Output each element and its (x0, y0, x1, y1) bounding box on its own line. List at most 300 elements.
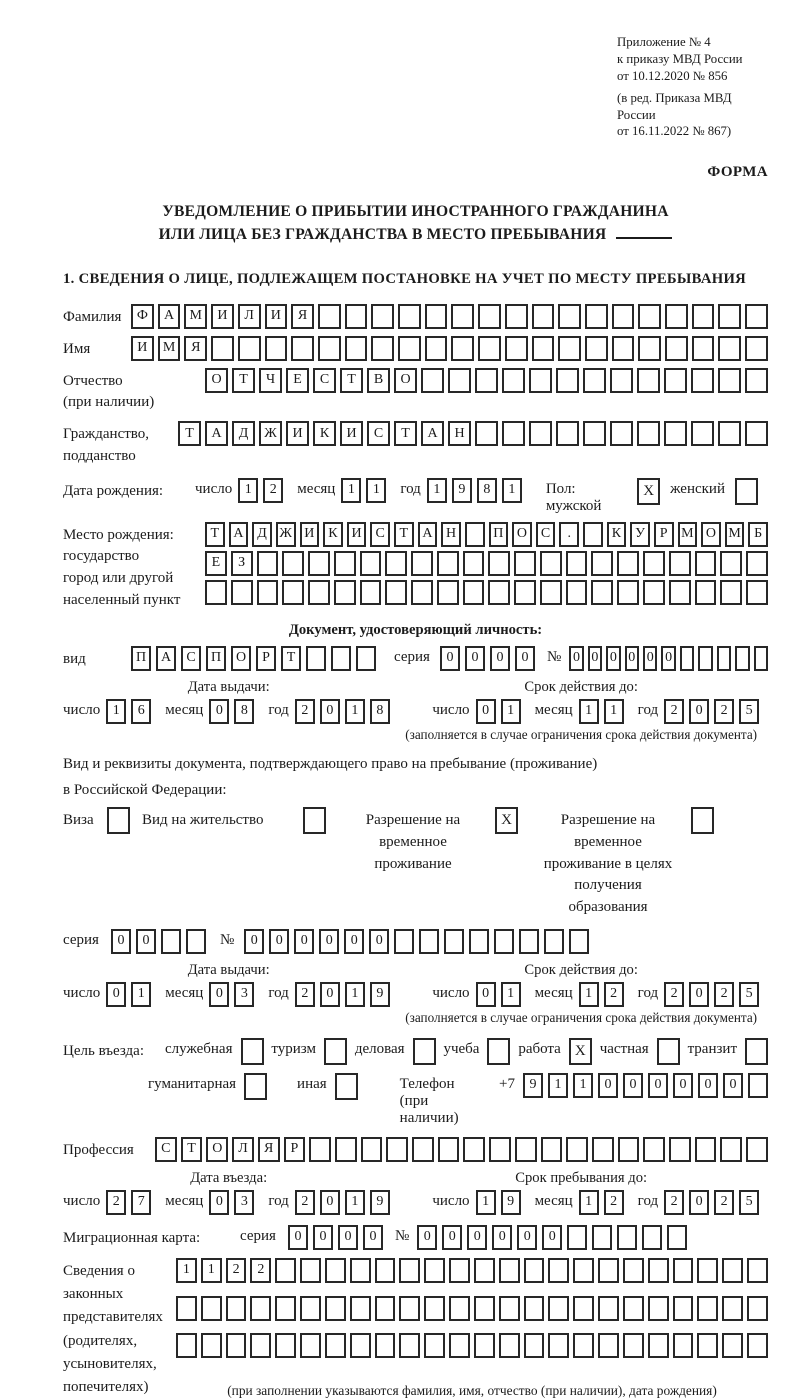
date-cell[interactable]: 1 (502, 478, 522, 503)
char-cell[interactable] (669, 1137, 691, 1162)
char-cell[interactable]: П (489, 522, 509, 547)
char-cell[interactable] (499, 1296, 520, 1321)
char-cell[interactable] (667, 1225, 687, 1250)
char-cell[interactable]: М (158, 336, 181, 361)
date-cell[interactable]: 2 (295, 982, 315, 1007)
char-cell[interactable] (541, 1137, 563, 1162)
sex-female-checkbox[interactable] (735, 478, 758, 505)
char-cell[interactable]: А (421, 421, 444, 446)
char-cell[interactable] (505, 336, 528, 361)
char-cell[interactable] (205, 580, 227, 605)
char-cell[interactable] (665, 304, 688, 329)
char-cell[interactable] (524, 1296, 545, 1321)
date-cell[interactable]: 0 (320, 1190, 340, 1215)
char-cell[interactable]: 0 (598, 1073, 618, 1098)
char-cell[interactable]: Т (394, 522, 414, 547)
char-cell[interactable] (623, 1258, 644, 1283)
char-cell[interactable] (532, 336, 555, 361)
char-cell[interactable]: Я (291, 304, 314, 329)
char-cell[interactable] (309, 1137, 331, 1162)
date-cell[interactable]: 0 (689, 1190, 709, 1215)
char-cell[interactable]: 2 (250, 1258, 271, 1283)
char-cell[interactable]: Н (441, 522, 461, 547)
char-cell[interactable] (399, 1296, 420, 1321)
char-cell[interactable]: С (181, 646, 201, 671)
date-cell[interactable]: 1 (238, 478, 258, 503)
char-cell[interactable] (514, 580, 536, 605)
char-cell[interactable]: К (607, 522, 627, 547)
char-cell[interactable] (617, 551, 639, 576)
char-cell[interactable] (695, 551, 717, 576)
char-cell[interactable]: И (211, 304, 234, 329)
char-cell[interactable]: В (367, 368, 390, 393)
title-blank-underline[interactable] (616, 225, 672, 239)
char-cell[interactable]: Р (654, 522, 674, 547)
char-cell[interactable] (438, 1137, 460, 1162)
char-cell[interactable] (465, 522, 485, 547)
char-cell[interactable] (345, 304, 368, 329)
char-cell[interactable] (691, 421, 714, 446)
date-cell[interactable]: 2 (714, 982, 734, 1007)
char-cell[interactable] (424, 1333, 445, 1358)
char-cell[interactable]: А (418, 522, 438, 547)
char-cell[interactable] (747, 1296, 768, 1321)
char-cell[interactable]: 0 (648, 1073, 668, 1098)
char-cell[interactable] (489, 1137, 511, 1162)
char-cell[interactable]: Ф (131, 304, 154, 329)
option-temp-residence-checkbox[interactable]: X (495, 807, 518, 834)
char-cell[interactable]: О (394, 368, 417, 393)
date-cell[interactable]: 0 (476, 699, 496, 724)
char-cell[interactable] (591, 580, 613, 605)
char-cell[interactable]: Т (232, 368, 255, 393)
char-cell[interactable] (350, 1333, 371, 1358)
char-cell[interactable] (718, 421, 741, 446)
char-cell[interactable]: С (536, 522, 556, 547)
char-cell[interactable] (745, 421, 768, 446)
date-cell[interactable]: 1 (345, 1190, 365, 1215)
char-cell[interactable]: И (131, 336, 154, 361)
char-cell[interactable]: А (205, 421, 228, 446)
char-cell[interactable] (449, 1333, 470, 1358)
char-cell[interactable] (375, 1296, 396, 1321)
char-cell[interactable] (265, 336, 288, 361)
date-cell[interactable]: 1 (106, 699, 126, 724)
char-cell[interactable] (623, 1333, 644, 1358)
char-cell[interactable] (300, 1258, 321, 1283)
char-cell[interactable] (334, 580, 356, 605)
char-cell[interactable] (385, 580, 407, 605)
char-cell[interactable]: 0 (369, 929, 389, 954)
char-cell[interactable] (623, 1296, 644, 1321)
char-cell[interactable] (567, 1225, 587, 1250)
char-cell[interactable]: О (701, 522, 721, 547)
char-cell[interactable] (540, 580, 562, 605)
char-cell[interactable] (585, 304, 608, 329)
char-cell[interactable] (505, 304, 528, 329)
date-cell[interactable]: 0 (209, 699, 229, 724)
char-cell[interactable]: Т (205, 522, 225, 547)
char-cell[interactable] (673, 1258, 694, 1283)
char-cell[interactable]: Е (286, 368, 309, 393)
char-cell[interactable] (718, 336, 741, 361)
char-cell[interactable] (617, 580, 639, 605)
char-cell[interactable] (226, 1333, 247, 1358)
char-cell[interactable] (176, 1296, 197, 1321)
char-cell[interactable] (612, 336, 635, 361)
char-cell[interactable] (519, 929, 539, 954)
char-cell[interactable] (558, 336, 581, 361)
char-cell[interactable]: 0 (363, 1225, 383, 1250)
char-cell[interactable] (722, 1258, 743, 1283)
date-cell[interactable]: 2 (106, 1190, 126, 1215)
char-cell[interactable]: О (206, 1137, 228, 1162)
char-cell[interactable] (610, 421, 633, 446)
char-cell[interactable] (419, 929, 439, 954)
char-cell[interactable] (529, 421, 552, 446)
char-cell[interactable] (720, 1137, 742, 1162)
char-cell[interactable] (745, 336, 768, 361)
char-cell[interactable]: Я (184, 336, 207, 361)
char-cell[interactable]: Д (252, 522, 272, 547)
char-cell[interactable] (566, 1137, 588, 1162)
char-cell[interactable] (394, 929, 414, 954)
char-cell[interactable] (318, 336, 341, 361)
char-cell[interactable] (695, 580, 717, 605)
date-cell[interactable]: 1 (579, 982, 599, 1007)
char-cell[interactable] (548, 1296, 569, 1321)
char-cell[interactable]: С (370, 522, 390, 547)
char-cell[interactable]: И (265, 304, 288, 329)
char-cell[interactable]: 0 (517, 1225, 537, 1250)
char-cell[interactable] (698, 646, 712, 671)
char-cell[interactable] (437, 551, 459, 576)
char-cell[interactable] (745, 368, 768, 393)
char-cell[interactable] (474, 1296, 495, 1321)
char-cell[interactable]: Е (205, 551, 227, 576)
char-cell[interactable]: 0 (698, 1073, 718, 1098)
char-cell[interactable] (308, 551, 330, 576)
char-cell[interactable]: С (367, 421, 390, 446)
date-cell[interactable]: 0 (106, 982, 126, 1007)
char-cell[interactable]: 0 (661, 646, 675, 671)
char-cell[interactable] (524, 1333, 545, 1358)
char-cell[interactable] (300, 1333, 321, 1358)
char-cell[interactable] (318, 304, 341, 329)
char-cell[interactable]: М (678, 522, 698, 547)
char-cell[interactable]: Л (238, 304, 261, 329)
char-cell[interactable]: А (156, 646, 176, 671)
date-cell[interactable]: 2 (295, 1190, 315, 1215)
char-cell[interactable] (648, 1258, 669, 1283)
date-cell[interactable]: 2 (263, 478, 283, 503)
char-cell[interactable] (514, 551, 536, 576)
char-cell[interactable] (257, 580, 279, 605)
char-cell[interactable] (282, 551, 304, 576)
char-cell[interactable] (680, 646, 694, 671)
checkbox[interactable] (244, 1073, 267, 1100)
char-cell[interactable] (691, 368, 714, 393)
char-cell[interactable] (556, 421, 579, 446)
char-cell[interactable] (558, 304, 581, 329)
char-cell[interactable] (386, 1137, 408, 1162)
date-cell[interactable]: 1 (341, 478, 361, 503)
date-cell[interactable]: 1 (501, 699, 521, 724)
char-cell[interactable]: . (559, 522, 579, 547)
char-cell[interactable] (325, 1258, 346, 1283)
char-cell[interactable] (746, 1137, 768, 1162)
char-cell[interactable]: 0 (417, 1225, 437, 1250)
char-cell[interactable] (335, 1137, 357, 1162)
char-cell[interactable] (424, 1296, 445, 1321)
date-cell[interactable]: 8 (477, 478, 497, 503)
date-cell[interactable]: 1 (131, 982, 151, 1007)
date-cell[interactable]: 3 (234, 1190, 254, 1215)
date-cell[interactable]: 9 (370, 982, 390, 1007)
char-cell[interactable]: Б (748, 522, 768, 547)
char-cell[interactable] (411, 551, 433, 576)
char-cell[interactable] (412, 1137, 434, 1162)
char-cell[interactable]: М (725, 522, 745, 547)
char-cell[interactable] (648, 1296, 669, 1321)
char-cell[interactable] (399, 1258, 420, 1283)
char-cell[interactable]: 0 (288, 1225, 308, 1250)
char-cell[interactable] (398, 304, 421, 329)
char-cell[interactable] (697, 1333, 718, 1358)
date-cell[interactable]: 1 (579, 699, 599, 724)
char-cell[interactable] (718, 368, 741, 393)
char-cell[interactable]: 2 (226, 1258, 247, 1283)
char-cell[interactable]: Ж (276, 522, 296, 547)
char-cell[interactable]: 1 (573, 1073, 593, 1098)
char-cell[interactable]: 0 (465, 646, 485, 671)
date-cell[interactable]: 6 (131, 699, 151, 724)
char-cell[interactable] (475, 368, 498, 393)
char-cell[interactable]: Т (281, 646, 301, 671)
char-cell[interactable] (275, 1333, 296, 1358)
char-cell[interactable]: М (184, 304, 207, 329)
char-cell[interactable]: А (229, 522, 249, 547)
date-cell[interactable]: 9 (452, 478, 472, 503)
char-cell[interactable] (350, 1296, 371, 1321)
char-cell[interactable] (532, 304, 555, 329)
char-cell[interactable] (720, 580, 742, 605)
char-cell[interactable] (612, 304, 635, 329)
char-cell[interactable] (637, 421, 660, 446)
char-cell[interactable]: П (206, 646, 226, 671)
char-cell[interactable]: Л (232, 1137, 254, 1162)
char-cell[interactable]: П (131, 646, 151, 671)
date-cell[interactable]: 1 (366, 478, 386, 503)
char-cell[interactable]: С (313, 368, 336, 393)
char-cell[interactable]: У (630, 522, 650, 547)
char-cell[interactable] (463, 580, 485, 605)
date-cell[interactable]: 0 (320, 982, 340, 1007)
char-cell[interactable] (399, 1333, 420, 1358)
char-cell[interactable]: 0 (442, 1225, 462, 1250)
char-cell[interactable] (502, 421, 525, 446)
checkbox[interactable] (241, 1038, 264, 1065)
char-cell[interactable] (748, 1073, 768, 1098)
char-cell[interactable]: 0 (643, 646, 657, 671)
char-cell[interactable]: 1 (201, 1258, 222, 1283)
char-cell[interactable] (475, 421, 498, 446)
char-cell[interactable] (201, 1333, 222, 1358)
char-cell[interactable]: Р (284, 1137, 306, 1162)
char-cell[interactable] (478, 304, 501, 329)
char-cell[interactable]: 0 (338, 1225, 358, 1250)
char-cell[interactable] (648, 1333, 669, 1358)
char-cell[interactable] (592, 1137, 614, 1162)
char-cell[interactable] (643, 551, 665, 576)
option-temp-residence-education-checkbox[interactable] (691, 807, 714, 834)
char-cell[interactable]: 0 (490, 646, 510, 671)
char-cell[interactable] (643, 1137, 665, 1162)
char-cell[interactable] (211, 336, 234, 361)
char-cell[interactable] (746, 580, 768, 605)
char-cell[interactable]: 0 (440, 646, 460, 671)
char-cell[interactable] (592, 1225, 612, 1250)
checkbox[interactable] (657, 1038, 680, 1065)
char-cell[interactable] (573, 1258, 594, 1283)
char-cell[interactable] (665, 336, 688, 361)
char-cell[interactable]: Р (256, 646, 276, 671)
char-cell[interactable] (499, 1258, 520, 1283)
char-cell[interactable] (331, 646, 351, 671)
date-cell[interactable]: 2 (604, 982, 624, 1007)
char-cell[interactable] (275, 1296, 296, 1321)
char-cell[interactable]: 0 (467, 1225, 487, 1250)
char-cell[interactable]: Т (340, 368, 363, 393)
char-cell[interactable] (566, 580, 588, 605)
char-cell[interactable] (664, 368, 687, 393)
char-cell[interactable] (720, 551, 742, 576)
char-cell[interactable] (451, 304, 474, 329)
char-cell[interactable]: С (155, 1137, 177, 1162)
date-cell[interactable]: 9 (501, 1190, 521, 1215)
char-cell[interactable]: А (158, 304, 181, 329)
char-cell[interactable] (583, 421, 606, 446)
char-cell[interactable] (754, 646, 768, 671)
char-cell[interactable]: Н (448, 421, 471, 446)
char-cell[interactable] (385, 551, 407, 576)
char-cell[interactable] (424, 1258, 445, 1283)
char-cell[interactable]: З (231, 551, 253, 576)
char-cell[interactable] (591, 551, 613, 576)
char-cell[interactable]: И (286, 421, 309, 446)
char-cell[interactable] (598, 1258, 619, 1283)
char-cell[interactable] (360, 551, 382, 576)
char-cell[interactable] (478, 336, 501, 361)
char-cell[interactable] (371, 336, 394, 361)
char-cell[interactable] (673, 1333, 694, 1358)
char-cell[interactable] (697, 1258, 718, 1283)
char-cell[interactable] (356, 646, 376, 671)
char-cell[interactable] (231, 580, 253, 605)
date-cell[interactable]: 1 (501, 982, 521, 1007)
date-cell[interactable]: 2 (295, 699, 315, 724)
char-cell[interactable] (583, 522, 603, 547)
date-cell[interactable]: 5 (739, 982, 759, 1007)
char-cell[interactable] (722, 1333, 743, 1358)
char-cell[interactable] (642, 1225, 662, 1250)
char-cell[interactable] (548, 1258, 569, 1283)
date-cell[interactable]: 0 (320, 699, 340, 724)
char-cell[interactable] (201, 1296, 222, 1321)
date-cell[interactable]: 0 (689, 699, 709, 724)
char-cell[interactable] (361, 1137, 383, 1162)
date-cell[interactable]: 2 (714, 1190, 734, 1215)
char-cell[interactable] (411, 580, 433, 605)
char-cell[interactable] (176, 1333, 197, 1358)
date-cell[interactable]: 2 (714, 699, 734, 724)
char-cell[interactable]: 0 (588, 646, 602, 671)
char-cell[interactable]: 1 (176, 1258, 197, 1283)
char-cell[interactable] (449, 1296, 470, 1321)
char-cell[interactable] (345, 336, 368, 361)
char-cell[interactable] (548, 1333, 569, 1358)
char-cell[interactable] (421, 368, 444, 393)
char-cell[interactable] (282, 580, 304, 605)
char-cell[interactable] (300, 1296, 321, 1321)
checkbox[interactable]: X (569, 1038, 592, 1065)
char-cell[interactable]: Я (258, 1137, 280, 1162)
char-cell[interactable] (617, 1225, 637, 1250)
char-cell[interactable] (583, 368, 606, 393)
char-cell[interactable] (499, 1333, 520, 1358)
char-cell[interactable]: К (323, 522, 343, 547)
char-cell[interactable] (398, 336, 421, 361)
char-cell[interactable] (463, 1137, 485, 1162)
date-cell[interactable]: 5 (739, 699, 759, 724)
char-cell[interactable] (569, 929, 589, 954)
char-cell[interactable] (494, 929, 514, 954)
checkbox[interactable] (324, 1038, 347, 1065)
char-cell[interactable] (257, 551, 279, 576)
char-cell[interactable] (638, 336, 661, 361)
date-cell[interactable]: 2 (604, 1190, 624, 1215)
char-cell[interactable] (448, 368, 471, 393)
char-cell[interactable]: 0 (319, 929, 339, 954)
date-cell[interactable]: 5 (739, 1190, 759, 1215)
char-cell[interactable] (610, 368, 633, 393)
char-cell[interactable]: 0 (623, 1073, 643, 1098)
char-cell[interactable]: 0 (673, 1073, 693, 1098)
date-cell[interactable]: 1 (345, 699, 365, 724)
date-cell[interactable]: 2 (664, 982, 684, 1007)
char-cell[interactable] (643, 580, 665, 605)
char-cell[interactable] (637, 368, 660, 393)
char-cell[interactable] (664, 421, 687, 446)
char-cell[interactable] (529, 368, 552, 393)
char-cell[interactable]: Ч (259, 368, 282, 393)
char-cell[interactable] (469, 929, 489, 954)
checkbox[interactable] (413, 1038, 436, 1065)
char-cell[interactable] (488, 580, 510, 605)
char-cell[interactable] (350, 1258, 371, 1283)
char-cell[interactable] (444, 929, 464, 954)
char-cell[interactable] (695, 1137, 717, 1162)
char-cell[interactable] (360, 580, 382, 605)
date-cell[interactable]: 2 (664, 1190, 684, 1215)
date-cell[interactable]: 2 (664, 699, 684, 724)
char-cell[interactable]: 0 (294, 929, 314, 954)
char-cell[interactable] (325, 1296, 346, 1321)
char-cell[interactable] (474, 1333, 495, 1358)
char-cell[interactable] (451, 336, 474, 361)
char-cell[interactable] (425, 304, 448, 329)
char-cell[interactable] (186, 929, 206, 954)
